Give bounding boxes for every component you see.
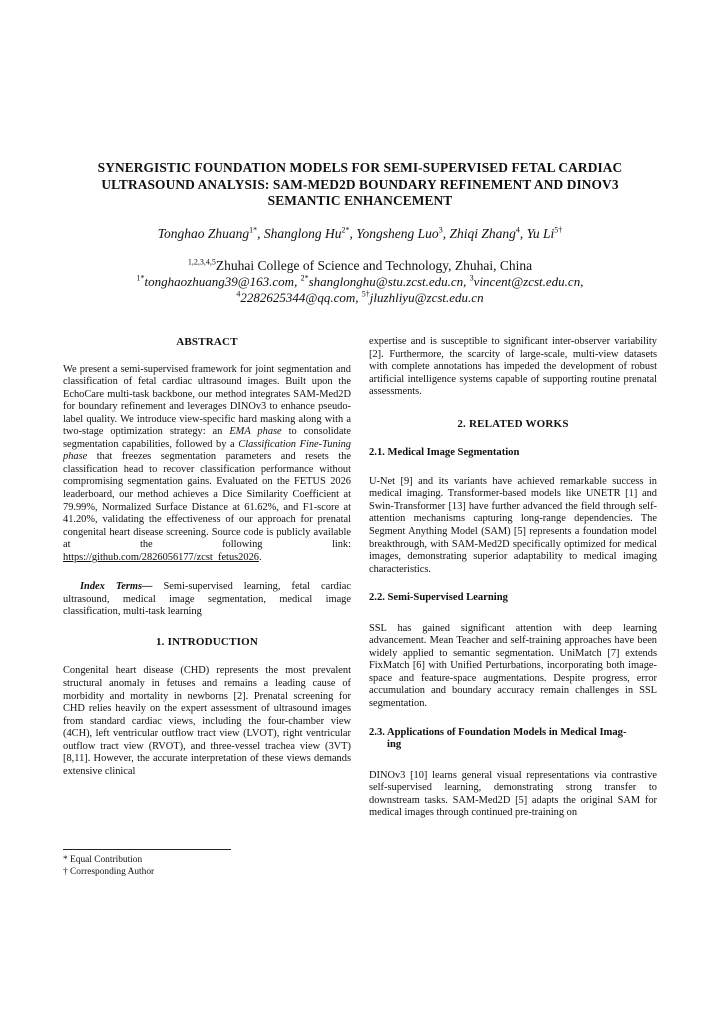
- code-link[interactable]: https://github.com/2826056177/zcst_fetus2026: [63, 551, 259, 563]
- email-address[interactable]: shanglonghu@stu.zcst.edu.cn: [308, 274, 464, 289]
- title-line: SEMANTIC ENHANCEMENT: [267, 193, 453, 208]
- paper-title: [60, 160, 660, 210]
- intro-text: Congenital heart disease (CHD) represents the most prevalent structural anomaly in fetuses and remains a leading cause of morbidity and mortality in newborns [2]. Prenatal screening for CHD relies heavily on the expert assessment of ultrasound images from standard cardiac views, including the four-chamber view (4CH), left ventricular outflow tract view (LVOT), right ventricular outflow tract view (RVOT), and three-vessel trachea view (3VT) [8,11]. However, the accurate interpretation of these views demands extensive clinical: [63, 665, 351, 777]
- author-name: Yu Li: [526, 226, 555, 241]
- author-mark: 4: [515, 225, 520, 235]
- footnote: † Corresponding Author: [63, 866, 155, 877]
- index-terms-text: Semi-supervised learning, fetal cardiac ultrasound, medical image segmentation, medical image classification, multi-task learning: [63, 581, 351, 618]
- author-name: Zhiqi Zhang: [449, 226, 516, 241]
- email-list: $^{1*}$tonghaozhuang39@163.com, $^{2*}$shanglonghu@stu.zcst.edu.cn, $^3$vincent@zcst.edu.cn, $^4$2282625344@qq.com, $^{5\dagger}$jluzhliyu@zcst.edu.cn: [136, 273, 584, 305]
- title-line: ULTRASOUND ANALYSIS: SAM-MED2D BOUNDARY REFINEMENT AND DINOV3: [101, 176, 619, 192]
- email-mark: 5†: [361, 289, 370, 299]
- footnote-divider: [63, 849, 231, 850]
- abstract-emphasis: Classification Fine-Tuning phase: [63, 438, 351, 463]
- intro-continued-text: expertise and is susceptible to significant inter-observer variability [2]. Furthermore, the scarcity of large-scale, multi-view datasets with complete annotations has impeded the development of robust artificial intelligence systems capable of supporting routine prenatal assessments.: [369, 336, 657, 398]
- affiliation-mark: 1,2,3,4,5: [187, 257, 216, 267]
- author-mark: 3: [438, 225, 443, 235]
- abstract-emphasis: EMA phase: [229, 426, 282, 438]
- email-address[interactable]: 2282625344@qq.com: [240, 290, 356, 305]
- abstract-text: We present a semi-supervised framework for joint segmentation and classification of fetal cardiac ultrasound images. Built upon the EchoCare multi-task backbone, our method integrates SAM-Med2D for boundary refinement and leverages DINOv3 to enhance pseudo-label quality. We introduce view-specific hard masking along with a two-stage optimization strategy: an EMA phase to consolidate segmentation capabilities, followed by a Classification Fine-Tuning phase that freezes segmentation parameters and resets the classification head to recover classification performance without compromising segmentation gains. Evaluated on the FETUS 2026 leaderboard, our method achieves a Dice Similarity Coefficient at 79.99%, Normalized Surface Distance at 61.62%, and F1-score at 41.20%, validating the effectiveness of our approach for prenatal congenital heart disease screening. Source code is publicly available at the following link: https://github.com/2826056177/zcst_fetus2026.: [63, 363, 351, 563]
- subsection-heading: 2.1. Medical Image Segmentation: [369, 447, 520, 459]
- subsection-text: SSL has gained significant attention with deep learning advancement. Mean Teacher and self-training approaches have been widely applied to semantic segmentation. UniMatch [7] extends FixMatch [6] with Unified Perturbations, incorporating both image-space and feature-space augmentations. Despite progress, error accumulation and boundary accuracy remain challenges in SSL segmentation.: [369, 622, 657, 710]
- subsection-text: DINOv3 [10] learns general visual representations via contrastive self-supervised learning, demonstrating strong transfer to downstream tasks. SAM-Med2D [5] adapts the original SAM for medical images through continued pre-training on: [369, 769, 657, 819]
- author-name: Tonghao Zhuang: [157, 226, 250, 241]
- footnote: * Equal Contribution: [63, 855, 143, 865]
- author-mark: 5†: [554, 225, 563, 235]
- abstract-heading: ABSTRACT: [176, 336, 238, 348]
- footnotes: [63, 855, 154, 878]
- affiliation: [40, 257, 680, 274]
- index-terms: [63, 581, 351, 619]
- email-address[interactable]: jluzhliyu@zcst.edu.cn: [369, 290, 484, 305]
- author-name: Yongsheng Luo: [356, 226, 439, 241]
- title-line: SYNERGISTIC FOUNDATION MODELS FOR SEMI-SUPERVISED FETAL CARDIAC: [97, 160, 623, 175]
- email-mark: 3: [469, 273, 474, 283]
- subsection-heading: 2.2. Semi-Supervised Learning: [369, 592, 508, 604]
- email-mark: 4: [236, 289, 241, 299]
- email-address[interactable]: tonghaozhuang39@163.com: [144, 274, 295, 289]
- related-works-heading: 2. RELATED WORKS: [457, 417, 569, 430]
- affiliation-text: Zhuhai College of Science and Technology, Zhuhai, China: [215, 258, 533, 273]
- author-name: Shanglong Hu: [263, 226, 342, 241]
- subsection-heading: 2.3. Applications of Foundation Models in Medical Imag- ing: [369, 726, 627, 751]
- author-mark: 2*: [341, 225, 350, 235]
- email-mark: 2*: [300, 273, 309, 283]
- author-list: Tonghao Zhuang$^{1*}$, Shanglong $Hu^{2*}$, Yongsheng Luo$^3$, Zhiqi Zhang$^4$, Yu $Li^{5\dagger}$: [157, 225, 563, 241]
- author-mark: 1*: [249, 225, 258, 235]
- subsection-text: U-Net [9] and its variants have achieved remarkable success in medical imaging. Transformer-based models like UNETR [1] and Swin-Transformer [13] have further advanced the field through self-attention mechanisms capturing long-range dependencies. The Segment Anything Model (SAM) [5] represents a foundation model breakthrough, with SAM-Med2D specifically optimized for medical images, demonstrating superior adaptability to medical imaging characteristics.: [369, 475, 657, 575]
- intro-heading: 1. INTRODUCTION: [155, 635, 258, 648]
- right-column: [369, 336, 657, 820]
- email-address[interactable]: vincent@zcst.edu.cn: [473, 274, 581, 289]
- left-column: [63, 336, 351, 778]
- index-terms-label: Index Terms—: [80, 581, 153, 593]
- email-mark: 1*: [136, 273, 145, 283]
